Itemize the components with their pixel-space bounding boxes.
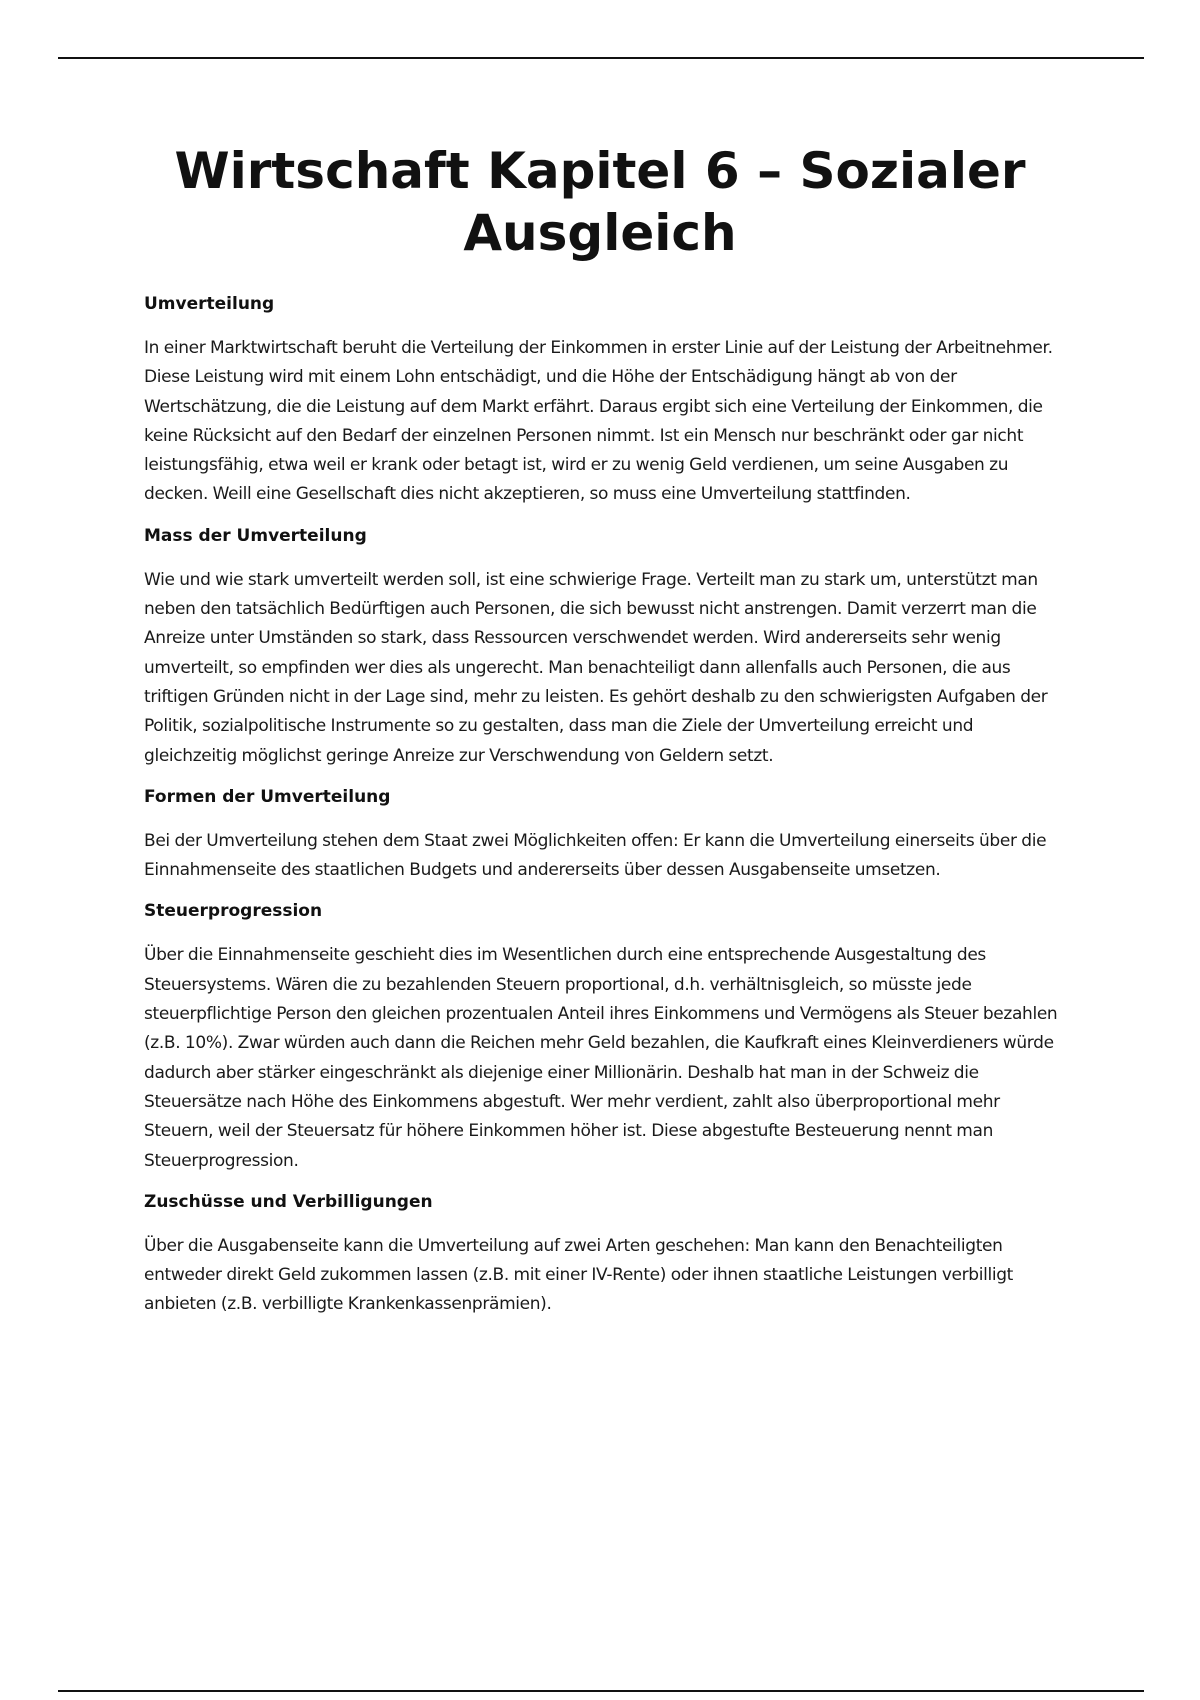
section-zuschuesse-und-verbilligungen bbox=[144, 1190, 1070, 1320]
section-paragraph: Bei der Umverteilung stehen dem Staat zwei Möglichkeiten offen: Er kann die Umverteilung einerseits über die Einnahmenseite des staatlichen Budgets und andererseits über dessen Ausgabenseite umsetzen. bbox=[144, 830, 1047, 881]
section-paragraph: In einer Marktwirtschaft beruht die Verteilung der Einkommen in erster Linie auf der Leistung der Arbeitnehmer. Diese Leistung wird mit einem Lohn entschädigt, und die Höhe der Entschädigung hängt ab von der Wertschätzung, die die Leistung auf dem Markt erfährt. Daraus ergibt sich eine Verteilung der Einkommen, die keine Rücksicht auf den Bedarf der einzelnen Personen nimmt. Ist ein Mensch nur beschränkt oder gar nicht leistungsfähig, etwa weil er krank oder betagt ist, wird er zu wenig Geld verdienen, um seine Ausgaben zu decken. Weill eine Gesellschaft dies nicht akzeptieren, so muss eine Umverteilung stattfinden. bbox=[144, 338, 1053, 505]
section-paragraph: Über die Einnahmenseite geschieht dies im Wesentlichen durch eine entsprechende Ausgestaltung des Steuersystems. Wären die zu bezahlenden Steuern proportional, d.h. verhältnisgleich, so müsste jede steuerpflichtige Person den gleichen prozentualen Anteil ihres Einkommens und Vermögens als Steuer bezahlen (z.B. 10%). Zwar würden auch dann die Reichen mehr Geld bezahlen, die Kaufkraft eines Kleinverdieners würde dadurch aber stärker eingeschränkt als diejenige einer Millionärin. Deshalb hat man in der Schweiz die Steuersätze nach Höhe des Einkommens abgestuft. Wer mehr verdient, zahlt also überproportional mehr Steuern, weil der Steuersatz für höhere Einkommen höher ist. Diese abgestufte Besteuerung nennt man Steuerprogression. bbox=[144, 945, 1058, 1171]
document-body bbox=[144, 292, 1070, 1334]
bottom-divider bbox=[58, 1690, 1144, 1692]
section-paragraph: Über die Ausgabenseite kann die Umverteilung auf zwei Arten geschehen: Man kann den Benachteiligten entweder direkt Geld zukommen lassen (z.B. mit einer IV-Rente) oder ihnen staatliche Leistungen verbilligt anbieten (z.B. verbilligte Krankenkassenprämien). bbox=[144, 1235, 1013, 1315]
section-umverteilung bbox=[144, 292, 1070, 510]
section-heading: Mass der Umverteilung bbox=[144, 525, 367, 546]
section-heading: Steuerprogression bbox=[144, 901, 323, 922]
section-heading: Umverteilung bbox=[144, 294, 275, 314]
section-mass-der-umverteilung bbox=[144, 524, 1070, 771]
page-title: Wirtschaft Kapitel 6 – Sozialer Ausgleich bbox=[174, 142, 1026, 262]
section-heading: Formen der Umverteilung bbox=[144, 786, 391, 807]
section-formen-der-umverteilung bbox=[144, 785, 1070, 886]
top-divider bbox=[58, 57, 1144, 59]
section-paragraph: Wie und wie stark umverteilt werden soll, ist eine schwierige Frage. Verteilt man zu stark um, unterstützt man neben den tatsächlich Bedürftigen auch Personen, die sich bewusst nicht anstrengen. Damit verzerrt man die Anreize unter Umständen so stark, dass Ressourcen verschwendet werden. Wird andererseits sehr wenig umverteilt, so empfinden wer dies als ungerecht. Man benachteiligt dann allenfalls auch Personen, die aus triftigen Gründen nicht in der Lage sind, mehr zu leisten. Es gehört deshalb zu den schwierigsten Aufgaben der Politik, sozialpolitische Instrumente so zu gestalten, dass man die Ziele der Umverteilung erreicht und gleichzeitig möglichst geringe Anreize zur Verschwendung von Geldern setzt. bbox=[144, 569, 1048, 766]
section-heading: Zuschüsse und Verbilligungen bbox=[144, 1191, 433, 1212]
section-steuerprogression bbox=[144, 899, 1070, 1175]
